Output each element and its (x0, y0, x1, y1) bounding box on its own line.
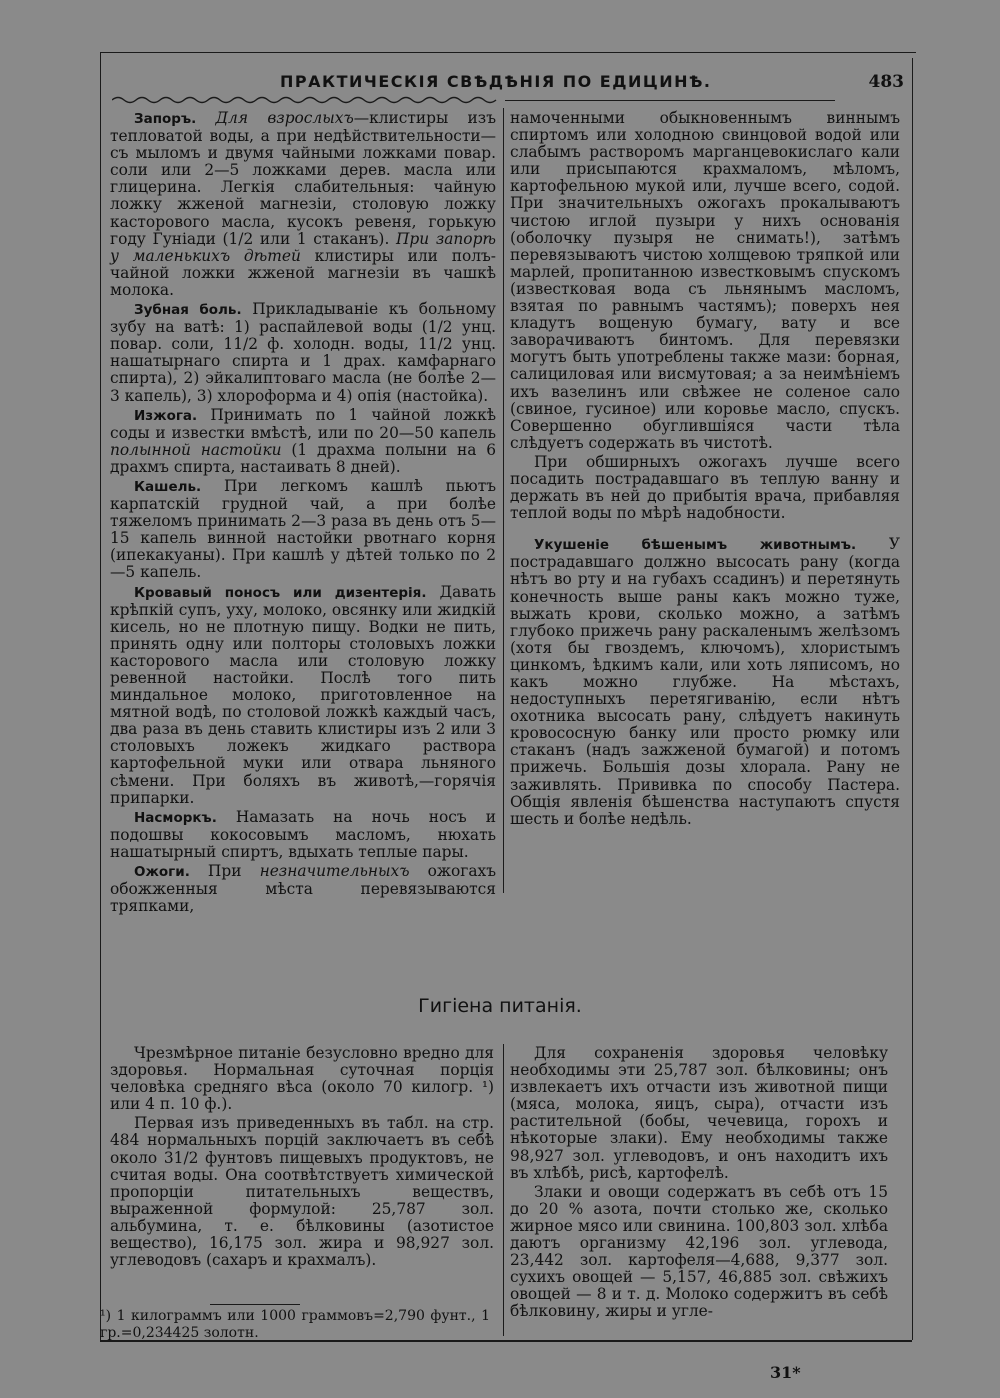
paragraph (110, 1115, 494, 1269)
body-text: У пострадавшаго должно высосать рану (когда нѣтъ во рту и на губахъ ссадинъ) и перетянуть конечность выше раны какъ можно туже, выжать крови, сколько можно, а затѣмъ глубоко прижечь рану раскаленымъ желѣзомъ (хотя бы гвоздемъ, ключомъ), хлористымъ цинкомъ, ѣдкимъ кали, или хоть ляписомъ, но какъ можно глубже. На мѣстахъ, недоступныхъ перетягиванію, если нѣтъ охотника высосать рану, слѣдуетъ накинуть кровососную банку или просто рюмку или стаканъ (надъ зажженой бумагой) и потомъ прижечь. Большія дозы хлорала. Рану не заживлять. Прививка по способу Пастера. Общія явленія бѣшенства наступаютъ спустя шесть и болѣе недѣль. (510, 535, 900, 828)
entry-term: Изжога. (134, 407, 198, 424)
body-text: —клистиры изъ тепловатой воды, а при недѣйствительности—съ мыломъ и двумя чайными ложками повар. соли или 2—5 ложками дерев. масла или глицерина. Легкія слабительныя: чайную ложку жженой магнезіи, столовую ложку касторового масла, кусокъ ревеня, горькую году Гуніади (1/2 или 1 стаканъ). (110, 109, 496, 248)
running-head-title: ПРАКТИЧЕСКІЯ СВѢДѢНІЯ ПО ЕДИЦИНѢ. (280, 72, 712, 91)
header-ornament-rule (112, 94, 498, 106)
footnote-rule (210, 1304, 300, 1305)
page-number: 483 (868, 72, 904, 92)
bottom-right-column (510, 1045, 888, 1321)
body-text: ожогахъ обожженныя мѣста перевязываются тряпками, (110, 862, 496, 916)
paragraph (510, 110, 900, 452)
body-text: (1 драхма полыни на 6 драхмъ спирта, настаивать 8 дней). (110, 440, 496, 476)
entry-term: Укушеніе бѣшенымъ животнымъ. (534, 537, 857, 554)
body-text: намоченными обыкновеннымъ виннымъ спиртомъ или холодною свинцовой водой или слабымъ растворомъ марганцевокислаго кали или присыпаются крахмаломъ, мѣломъ, картофельною мукой или, лучше всего, содой. При значительныхъ ожогахъ прокалываютъ чистою иглой пузыри у нихъ основанія (оболочку пузыря не снимать!), затѣмъ перевязываютъ чистою холщевою тряпкой или марлей, пропитанною известковымъ спускомъ (известковая вода съ льнянымъ масломъ, взятая по равнымъ частямъ); поверхъ нея кладутъ вощеную бумагу, вату и все заворачиваютъ бинтомъ. Для перевязки могутъ быть употреблены также мази: борная, салициловая или висмутовая; а за неимѣніемъ ихъ вазелинъ или свѣжее не соленое сало (свиное, гусиное) или коровье масло, спускъ. Совершенно обуглившіяся части тѣла слѣдуетъ содержать въ чистотѣ. (510, 109, 900, 452)
body-text: Прикладываніе къ больному зубу на ватѣ: 1) распайлевой воды (1/2 унц. повар. соли, 11/2 ф. холодн. воды, 11/2 унц. нашатырнаго спирта и 1 драх. камфарнаго спирта), 2) эйкалиптоваго масла (не болѣе 2—3 капель), 3) хлороформа и 4) опія (настойка). (110, 300, 496, 405)
paragraph (510, 1184, 888, 1321)
entry-paragraph (110, 110, 496, 299)
signature-mark: 31* (770, 1363, 801, 1382)
paragraph (110, 1045, 494, 1113)
entry-paragraph (110, 809, 496, 861)
column-divider-bottom (503, 1044, 504, 1336)
body-text: клистиры или полъ-чайной ложки жженой магнезіи въ чашкѣ молока. (110, 246, 496, 299)
italic-text: При запорѣ у маленькихъ дѣтей (110, 229, 496, 265)
body-text: Для сохраненія здоровья человѣку необходимы эти 25,787 зол. бѣлковины; онъ извлекаетъ ихъ отчасти изъ животной пищи (мяса, молока, яицъ, сыра), отчасти изъ растительной (бобы, чечевица, горохъ и нѣкоторые злаки). Ему необходимы также 98,927 зол. углеводовъ, и онъ находитъ ихъ въ хлѣбѣ, рисѣ, картофелѣ. (510, 1044, 888, 1182)
entry-paragraph (110, 584, 496, 807)
italic-text: незначительныхъ (259, 862, 410, 881)
entry-paragraph (110, 863, 496, 915)
entry-term: Зубная боль. (134, 302, 242, 319)
italic-text: полынной настойки (110, 440, 282, 459)
footnote: ¹) 1 килограммъ или 1000 граммовъ=2,790 фунт., 1 гр.=0,234425 золотн. (100, 1308, 490, 1341)
paragraph (510, 454, 900, 522)
body-text: При обширныхъ ожогахъ лучше всего посадить пострадавшаго въ теплую ванну и держать въ ней до прибытія врача, прибавляя теплой воды по мѣрѣ надобности. (510, 452, 900, 523)
body-text: Принимать по 1 чайной ложкѣ соды и известки вмѣстѣ, или по 20—50 капель (110, 405, 496, 442)
body-text: Чрезмѣрное питаніе безусловно вредно для здоровья. Нормальная суточная порція человѣка средняго вѣса (около 70 килогр. ¹) или 4 п. 10 ф.). (110, 1044, 494, 1114)
entry-term: Запоръ. (134, 111, 197, 127)
entry-term: Насморкъ. (134, 809, 217, 826)
entry-paragraph (510, 536, 900, 828)
top-rule (100, 52, 916, 53)
entry-paragraph (110, 478, 496, 582)
italic-text: Для взрослыхъ (215, 109, 354, 127)
body-text: Первая изъ приведенныхъ въ табл. на стр. 484 нормальныхъ порцій заключаетъ въ себѣ около 31/2 фунтовъ пищевыхъ продуктовъ, не считая воды. Она соотвѣтствуетъ химической пропорціи питательныхъ веществъ, выраженной формулой: 25,787 зол. альбумина, т. е. бѣлковины (азотистое вещество), 16,175 зол. жира и 98,927 зол. углеводовъ (сахаръ и крахмалъ). (110, 1114, 494, 1270)
entry-term: Кашель. (134, 478, 202, 495)
body-text: Давать крѣпкій супъ, уху, молоко, овсянку или жидкій кисель, но не плотную пищу. Водки не пить, принять одну или полторы столовыхъ ложки касторового масла или столовую ложку ревенной настойки. Послѣ того пить миндальное молоко, приготовленное на мятной водѣ, по столовой ложкѣ каждый часъ, два раза въ день ставить клистиры изъ 2 или 3 столовыхъ ложекъ жидкаго раствора картофельной муки или отвара льняного сѣмени. При боляхъ въ животѣ,—горячія припарки. (110, 582, 496, 807)
body-text (196, 109, 215, 127)
body-text: При легкомъ кашлѣ пьютъ карпатскій грудной чай, а при болѣе тяжеломъ принимать 2—3 раза въ день отъ 5—15 капель винной настойки рвотнаго корня (ипекакуаны). При кашлѣ у дѣтей только по 2—5 капель. (110, 476, 496, 582)
paragraph (510, 1045, 888, 1182)
body-text: Намазать на ночь носъ и подошвы кокосовымъ масломъ, нюхать нашатырный спиртъ, вдыхать теплые пары. (110, 807, 496, 861)
entry-paragraph (110, 301, 496, 405)
right-column-medical (510, 110, 900, 828)
left-column-medical (110, 110, 496, 915)
body-text: Злаки и овощи содержатъ въ себѣ отъ 15 до 20 % азота, почти столько же, сколько жирное мясо или свинина. 100,803 зол. хлѣба даютъ организму 42,196 зол. углевода, 23,442 зол. картофеля—4,688, 9,377 зол. сухихъ овощей — 5,157, 46,885 зол. свѣжихъ овощей — 8 и т. д. Молоко содержитъ въ себѣ бѣлковину, жиры и угле- (510, 1182, 888, 1321)
entry-paragraph (110, 407, 496, 476)
right-margin-rule (912, 58, 913, 1340)
left-margin-rule (100, 52, 101, 1342)
section-title: Гигіена питанія. (418, 995, 582, 1017)
body-text: При (189, 862, 260, 881)
bottom-left-column (110, 1045, 494, 1269)
header-rule-right (505, 100, 835, 101)
entry-term: Кровавый поносъ или дизентерія. (134, 584, 427, 601)
entry-term: Ожоги. (134, 864, 190, 881)
column-divider-top (503, 108, 504, 893)
